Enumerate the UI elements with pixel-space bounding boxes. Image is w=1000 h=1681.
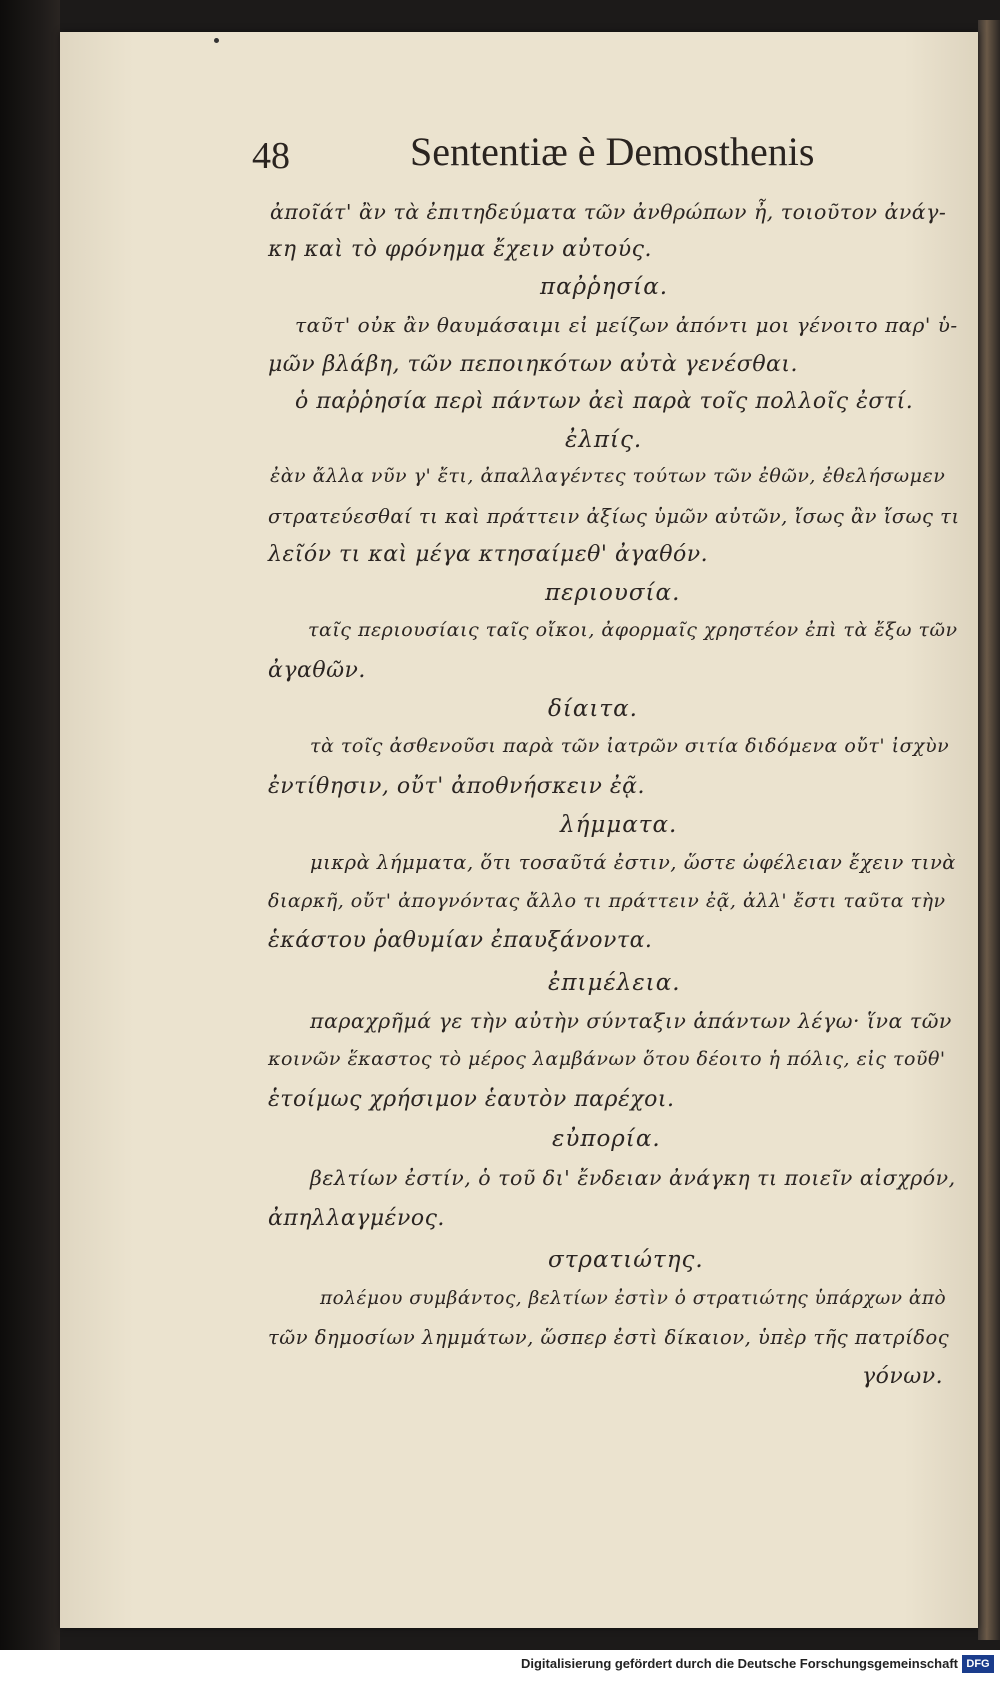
text-line: ἀποῖάτ' ἂν τὰ ἐπιτηδεύματα τῶν ἀνθρώπων ἦ, τοιοῦτον ἀνάγ- bbox=[270, 200, 947, 224]
digitization-footer bbox=[0, 1650, 1000, 1681]
running-head bbox=[252, 128, 872, 188]
book-page bbox=[60, 32, 978, 1628]
text-line: γόνων. bbox=[862, 1364, 944, 1389]
section-heading: ἐπιμέλεια. bbox=[548, 970, 681, 996]
section-heading: λήμματα. bbox=[560, 812, 678, 838]
text-line: ὁ παῤῥησία περὶ πάντων ἀεὶ παρὰ τοῖς πολλοῖς ἐστί. bbox=[295, 389, 914, 414]
section-heading: παῤῥησία. bbox=[540, 274, 669, 300]
text-line: παραχρῆμά γε τὴν αὐτὴν σύνταξιν ἁπάντων λέγω· ἵνα τῶν bbox=[310, 1009, 952, 1033]
text-line: ἑτοίμως χρήσιμον ἑαυτὸν παρέχοι. bbox=[268, 1087, 675, 1112]
dfg-logo: DFG bbox=[962, 1655, 994, 1673]
text-line: ἀπηλλαγμένος. bbox=[268, 1206, 445, 1231]
text-line: ἐὰν ἄλλα νῦν γ' ἔτι, ἀπαλλαγέντες τούτων τῶν ἐθῶν, ἐθελήσωμεν bbox=[270, 465, 946, 487]
text-line: πολέμου συμβάντος, βελτίων ἐστὶν ὁ στρατιώτης ὑπάρχων ἀπὸ bbox=[320, 1288, 947, 1309]
text-line: ταῖς περιουσίαις ταῖς οἴκοι, ἀφορμαῖς χρηστέον ἐπὶ τὰ ἔξω τῶν bbox=[308, 619, 958, 641]
text-line: ἐντίθησιν, οὔτ' ἀποθνήσκειν ἐᾷ. bbox=[268, 774, 645, 799]
section-heading: εὐπορία. bbox=[552, 1126, 661, 1152]
text-line: λεῖόν τι καὶ μέγα κτησαίμεθ' ἀγαθόν. bbox=[268, 542, 709, 567]
text-line: κη καὶ τὸ φρόνημα ἔχειν αὐτούς. bbox=[268, 237, 652, 262]
section-heading: περιουσία. bbox=[545, 580, 681, 606]
section-heading: δίαιτα. bbox=[548, 696, 638, 722]
section-heading: ἐλπίς. bbox=[565, 427, 643, 453]
text-line: μῶν βλάβη, τῶν πεποιηκότων αὐτὰ γενέσθαι. bbox=[268, 352, 799, 377]
page-speck bbox=[214, 38, 219, 43]
book-gutter bbox=[0, 0, 60, 1681]
text-line: ταῦτ' οὐκ ἂν θαυμάσαιμι εἰ μείζων ἀπόντι μοι γένοιτο παρ' ὑ- bbox=[295, 313, 958, 337]
page-edge bbox=[978, 20, 1000, 1640]
running-title: Sententiæ è Demosthenis bbox=[410, 129, 815, 174]
footer-credit: Digitalisierung gefördert durch die Deutsche Forschungsgemeinschaft bbox=[520, 1656, 958, 1671]
text-line: τὰ τοῖς ἀσθενοῦσι παρὰ τῶν ἰατρῶν σιτία διδόμενα οὔτ' ἰσχὺν bbox=[310, 735, 950, 757]
text-line: βελτίων ἐστίν, ὁ τοῦ δι' ἔνδειαν ἀνάγκη τι ποιεῖν αἰσχρόν, bbox=[310, 1166, 956, 1190]
text-line: τῶν δημοσίων λημμάτων, ὥσπερ ἐστὶ δίκαιον, ὑπὲρ τῆς πατρίδος bbox=[268, 1326, 950, 1349]
text-line: στρατεύεσθαί τι καὶ πράττειν ἀξίως ὑμῶν αὐτῶν, ἴσως ἂν ἴσως τι bbox=[268, 505, 960, 528]
text-line: διαρκῆ, οὔτ' ἀπογνόντας ἄλλο τι πράττειν ἐᾷ, ἀλλ' ἔστι ταῦτα τὴν bbox=[268, 890, 946, 912]
text-line: κοινῶν ἕκαστος τὸ μέρος λαμβάνων ὅτου δέοιτο ἡ πόλις, εἰς τοῦθ' bbox=[268, 1048, 946, 1070]
text-line: ἑκάστου ῥαθυμίαν ἐπαυξάνοντα. bbox=[268, 928, 653, 953]
text-line: μικρὰ λήμματα, ὅτι τοσαῦτά ἐστιν, ὥστε ὠφέλειαν ἔχειν τινὰ bbox=[310, 851, 956, 874]
text-line: ἀγαθῶν. bbox=[268, 658, 366, 683]
page-number: 48 bbox=[252, 135, 290, 177]
section-heading: στρατιώτης. bbox=[548, 1247, 704, 1273]
